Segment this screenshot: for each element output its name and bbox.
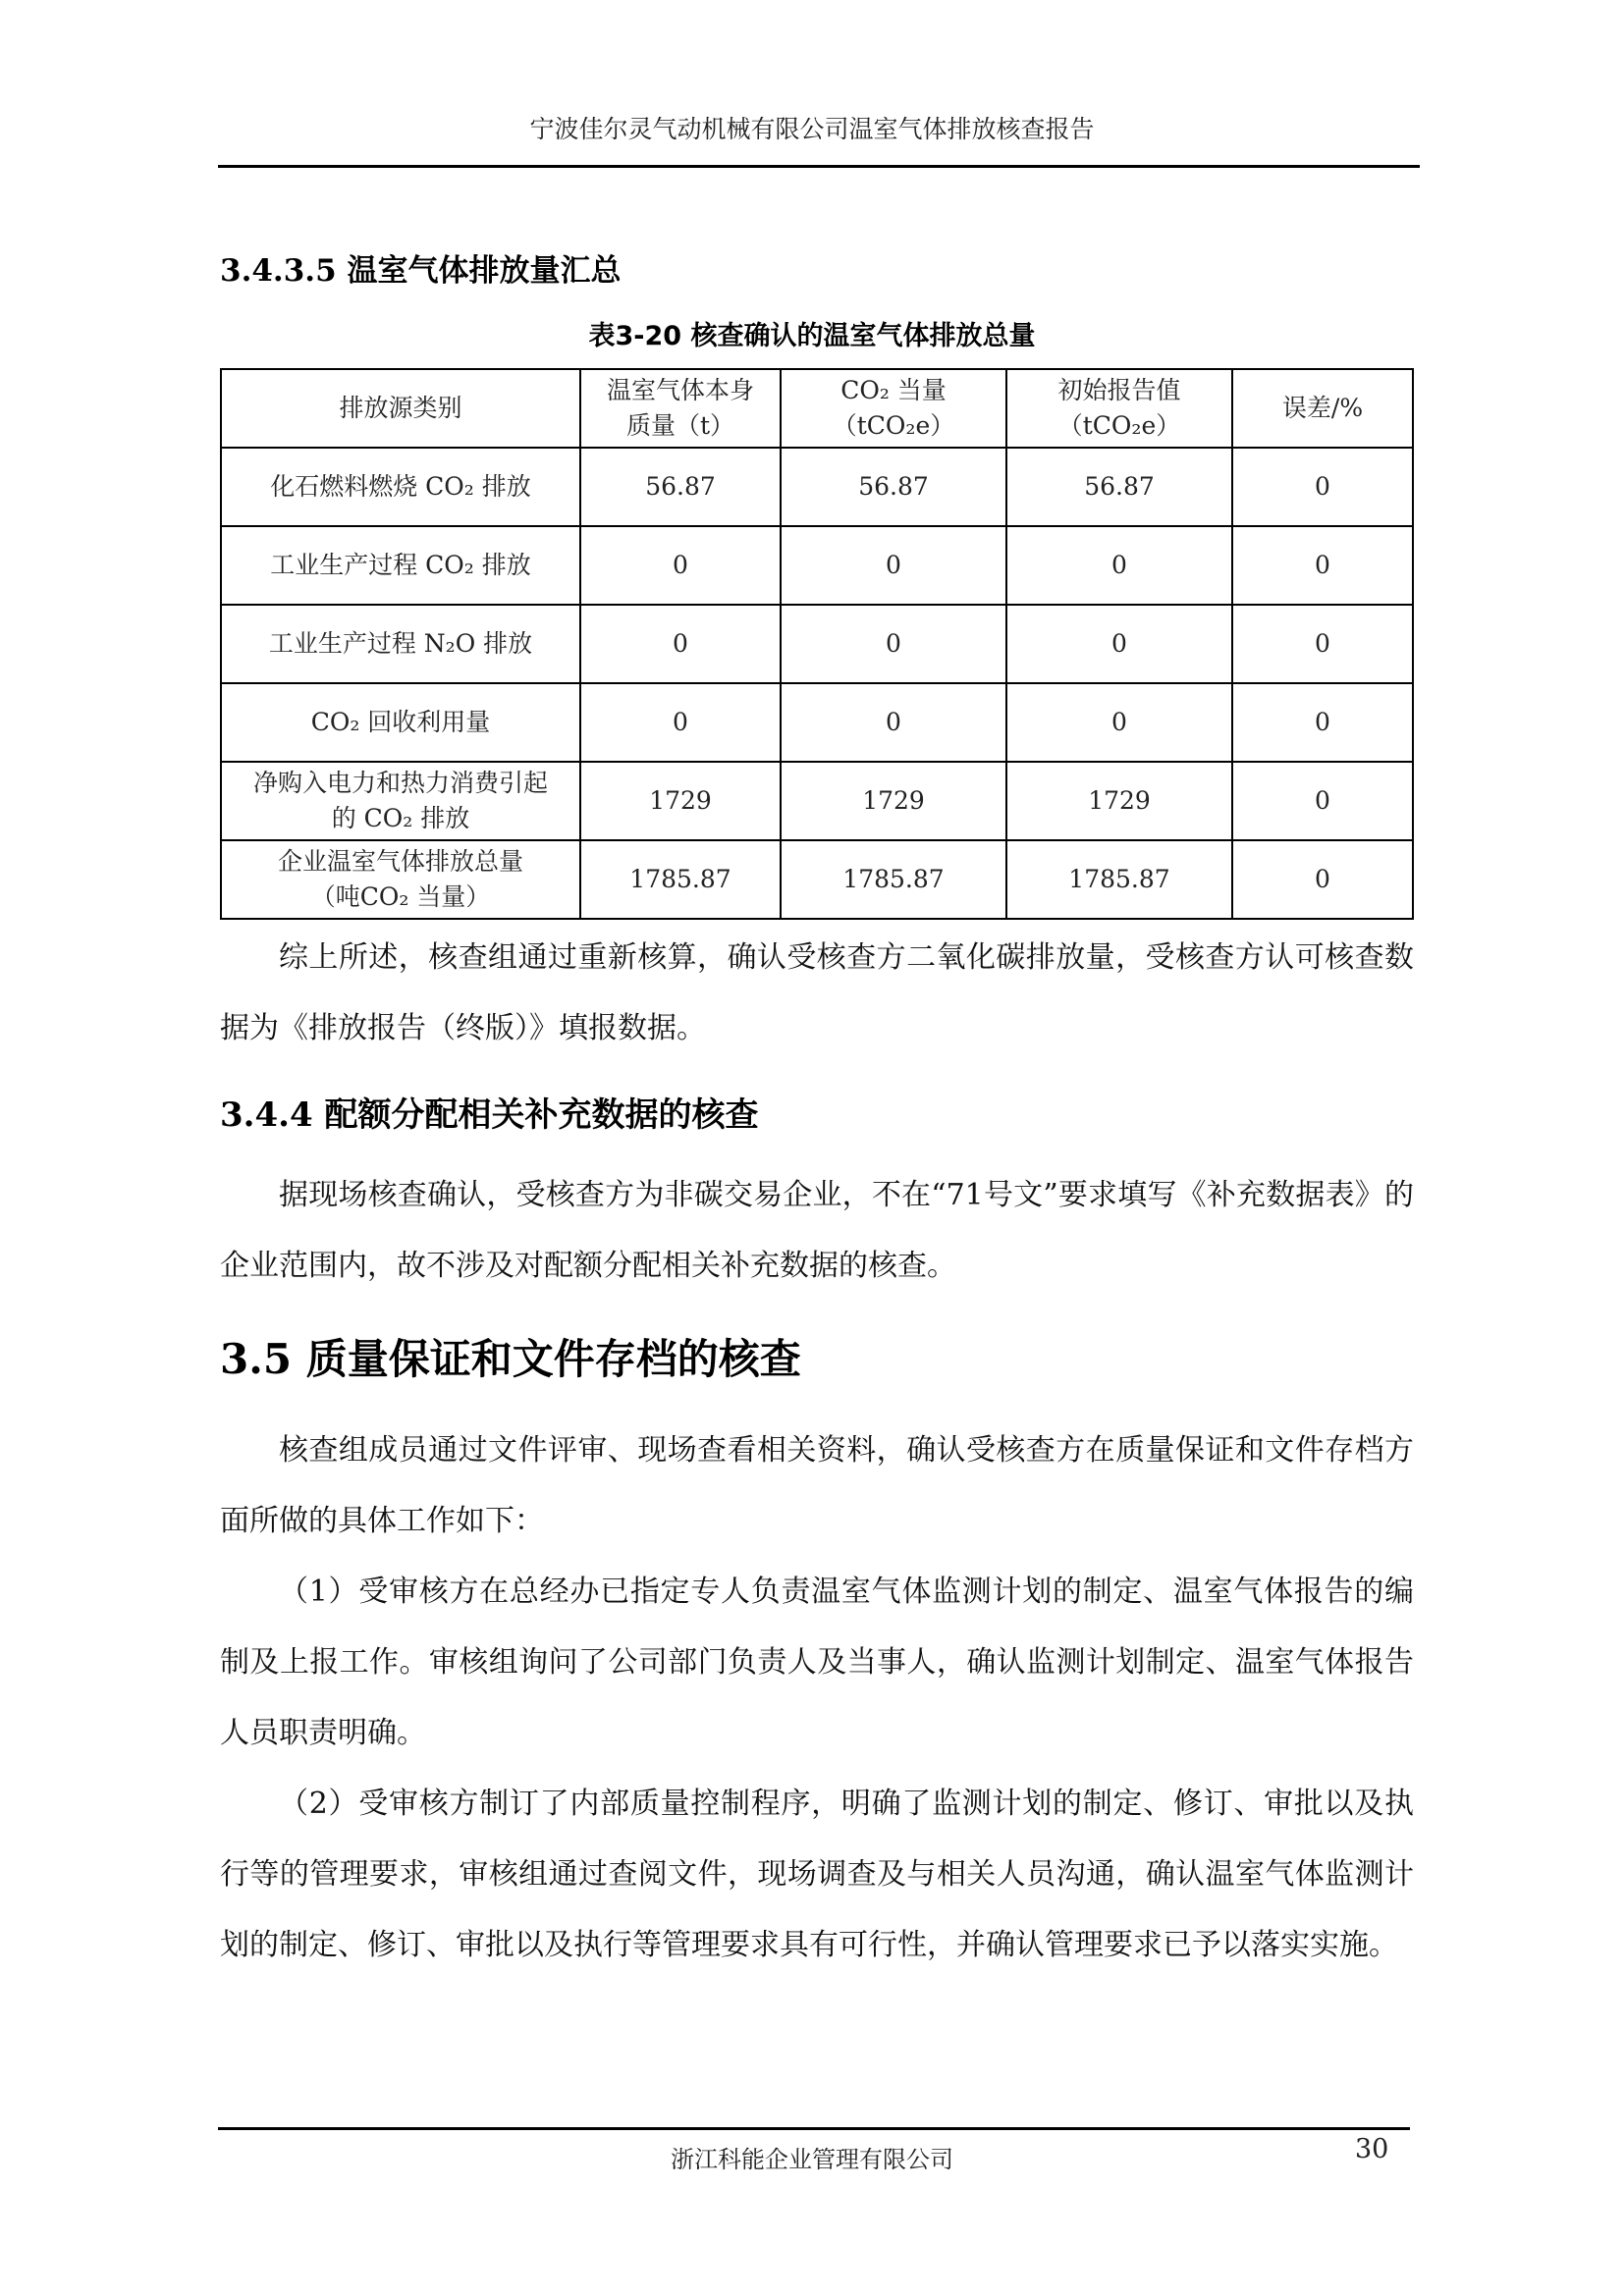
col-header-unit: 质量（t）: [625, 411, 735, 440]
cell-mass: 1729: [580, 762, 781, 840]
cell-co2e: 1785.87: [781, 840, 1006, 919]
page-number: 30: [1355, 2134, 1389, 2164]
section-3-4-4-paragraph: 据现场核查确认，受核查方为非碳交易企业，不在“71号文”要求填写《补充数据表》的企业范围内，故不涉及对配额分配相关补充数据的核查。: [220, 1178, 1414, 1283]
cell-mass: 0: [580, 526, 781, 605]
cell-text: 企业温室气体排放总量: [277, 847, 523, 876]
footer-company: 浙江科能企业管理有限公司: [671, 2146, 953, 2173]
cell-initial: 0: [1006, 526, 1232, 605]
cell-mass: 0: [580, 683, 781, 762]
col-header-unit: （tCO₂e）: [832, 411, 955, 440]
col-header-error: [1232, 369, 1413, 448]
cell-mass: 0: [580, 605, 781, 683]
section-3-5-intro: 核查组成员通过文件评审、现场查看相关资料，确认受核查方在质量保证和文件存档方面所做的具体工作如下：: [220, 1433, 1414, 1538]
cell-initial: 0: [1006, 683, 1232, 762]
cell-category: [221, 683, 580, 762]
cell-category: [221, 762, 580, 840]
col-header-text: CO₂ 当量: [840, 376, 947, 404]
cell-text: 工业生产过程 N₂O 排放: [268, 629, 533, 658]
table-row-total: [221, 840, 1413, 919]
section-3-5-item-2: （2）受审核方制订了内部质量控制程序，明确了监测计划的制定、修订、审批以及执行等的管理要求，审核组通过查阅文件，现场调查及与相关人员沟通，确认温室气体监测计划的制定、修订、审批以及执行等管理要求具有可行性，并确认管理要求已予以落实实施。: [220, 1787, 1414, 1962]
cell-error: 0: [1232, 526, 1413, 605]
section-3-5-item-1: （1）受审核方在总经办已指定专人负责温室气体监测计划的制定、温室气体报告的编制及上报工作。审核组询问了公司部门负责人及当事人，确认监测计划制定、温室气体报告人员职责明确。: [220, 1575, 1414, 1750]
footer-divider: [218, 2127, 1410, 2130]
col-header-text: 温室气体本身: [606, 376, 754, 404]
table-header-row: [221, 369, 1413, 448]
cell-category: [221, 840, 580, 919]
cell-co2e: 1729: [781, 762, 1006, 840]
cell-error: 0: [1232, 605, 1413, 683]
cell-error: 0: [1232, 448, 1413, 526]
cell-initial: 56.87: [1006, 448, 1232, 526]
cell-mass: 1785.87: [580, 840, 781, 919]
cell-text: （吨CO₂ 当量）: [310, 882, 491, 911]
cell-error: 0: [1232, 840, 1413, 919]
section-heading-3-4-3-5: 3.4.3.5 温室气体排放量汇总: [220, 253, 622, 289]
col-header-initial: [1006, 369, 1232, 448]
cell-co2e: 0: [781, 526, 1006, 605]
cell-error: 0: [1232, 683, 1413, 762]
cell-category: [221, 526, 580, 605]
section-heading-3-5: 3.5 质量保证和文件存档的核查: [220, 1335, 801, 1383]
table-caption: 表3-20 核查确认的温室气体排放总量: [588, 321, 1036, 351]
col-header-text: 初始报告值: [1057, 376, 1181, 404]
cell-text: 净购入电力和热力消费引起: [252, 769, 548, 797]
table-row: [221, 605, 1413, 683]
cell-category: [221, 605, 580, 683]
cell-co2e: 56.87: [781, 448, 1006, 526]
cell-text: CO₂ 回收利用量: [310, 708, 491, 736]
cell-error: 0: [1232, 762, 1413, 840]
col-header-text: 误差/%: [1281, 394, 1364, 422]
running-header: 宁波佳尔灵气动机械有限公司温室气体排放核查报告: [529, 115, 1095, 143]
col-header-co2e: [781, 369, 1006, 448]
table-row: [221, 448, 1413, 526]
col-header-category: [221, 369, 580, 448]
cell-text: 化石燃料燃烧 CO₂ 排放: [270, 472, 531, 501]
cell-co2e: 0: [781, 683, 1006, 762]
col-header-unit: （tCO₂e）: [1057, 411, 1181, 440]
col-header-mass: [580, 369, 781, 448]
cell-text: 的 CO₂ 排放: [331, 804, 470, 832]
col-header-text: 排放源类别: [339, 394, 462, 422]
cell-initial: 0: [1006, 605, 1232, 683]
cell-initial: 1729: [1006, 762, 1232, 840]
summary-paragraph: 综上所述，核查组通过重新核算，确认受核查方二氧化碳排放量，受核查方认可核查数据为《排放报告（终版）》填报数据。: [220, 940, 1414, 1045]
cell-initial: 1785.87: [1006, 840, 1232, 919]
cell-co2e: 0: [781, 605, 1006, 683]
table-row: [221, 762, 1413, 840]
table-row: [221, 683, 1413, 762]
table-row: [221, 526, 1413, 605]
cell-text: 工业生产过程 CO₂ 排放: [270, 551, 531, 579]
section-heading-3-4-4: 3.4.4 配额分配相关补充数据的核查: [220, 1095, 759, 1135]
cell-category: [221, 448, 580, 526]
emissions-table: [220, 368, 1414, 920]
cell-mass: 56.87: [580, 448, 781, 526]
header-divider: [218, 165, 1420, 168]
